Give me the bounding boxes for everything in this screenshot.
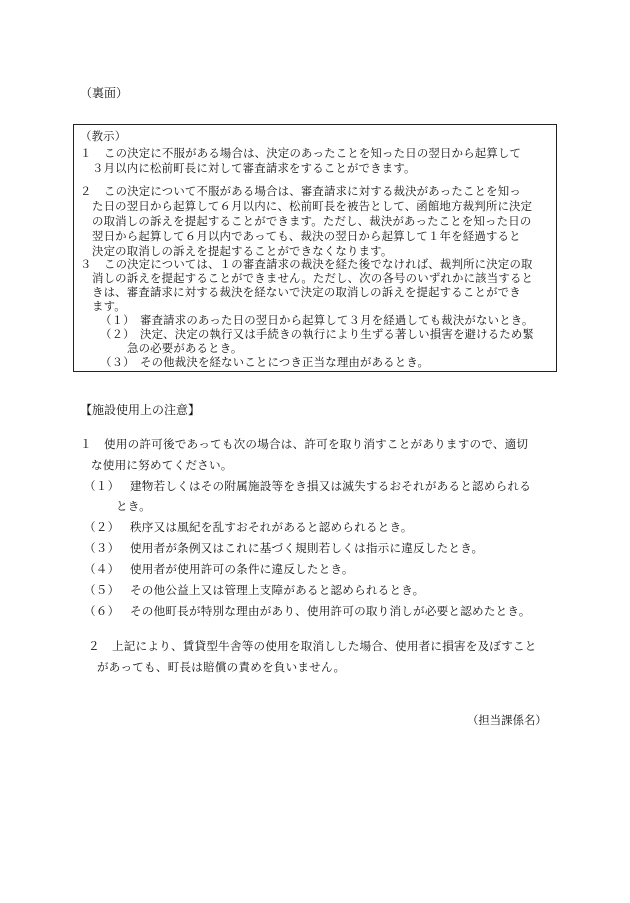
back-side-label: （裏面） xyxy=(80,86,129,100)
notice-subitem-1-line: 審査請求のあった日の翌日から起算して３月を経過しても裁決がないとき。 xyxy=(140,313,534,327)
notice-subitem-2-number: （２） xyxy=(100,327,135,341)
notice-item-2-number: ２ xyxy=(80,184,92,198)
facility-subitem-4-number: （４） xyxy=(84,562,120,576)
notice-item-2-line: た日の翌日から起算して６月以内に、松前町長を被告として、函館地方裁判所に決定 xyxy=(92,199,533,213)
notice-item-2-line: 決定の取消しの訴えを提起することができなくなります。 xyxy=(92,244,393,258)
facility-subitem-6-number: （６） xyxy=(84,604,120,618)
notice-subitem-3-number: （３） xyxy=(100,355,135,369)
notice-item-3-number: ３ xyxy=(80,257,92,271)
facility-item-1-line: 使用の許可後であっても次の場合は、許可を取り消すことがありますので、適切 xyxy=(104,437,529,451)
facility-subitem-5-number: （５） xyxy=(84,583,120,597)
facility-subitem-5-line: その他公益上又は管理上支障があると認められるとき。 xyxy=(130,583,425,597)
notice-subitem-2-line: 決定、決定の執行又は手続きの執行により生ずる著しい損害を避けるため緊 xyxy=(140,327,535,341)
facility-subitem-3-line: 使用者が条例又はこれに基づく規則若しくは指示に違反したとき。 xyxy=(130,541,484,555)
facility-subitem-3-number: （３） xyxy=(84,541,120,555)
facility-item-2-number: ２ xyxy=(88,639,100,653)
notice-item-3-line: ます。 xyxy=(92,299,126,313)
notice-item-1-line: この決定に不服がある場合は、決定のあったことを知った日の翌日から起算して xyxy=(104,146,522,160)
contact-department-label: （担当課係名） xyxy=(467,713,547,727)
facility-item-1-number: １ xyxy=(80,437,92,451)
notice-item-1-line: ３月以内に松前町長に対して審査請求をすることができます。 xyxy=(92,161,416,175)
notice-item-2-line: の取消しの訴えを提起することができます。ただし、裁決があったことを知った日の xyxy=(92,214,532,228)
facility-subitem-2-line: 秩序又は風紀を乱すおそれがあると認められるとき。 xyxy=(130,520,413,534)
notice-item-1-number: １ xyxy=(80,146,92,160)
facility-item-2-line: があっても、町長は賠償の責めを負いません。 xyxy=(97,660,346,674)
notice-title: （教示） xyxy=(80,129,127,143)
facility-subitem-1-number: （１） xyxy=(84,479,120,493)
facility-subitem-4-line: 使用者が使用許可の条件に違反したとき。 xyxy=(130,562,354,576)
facility-subitem-2-number: （２） xyxy=(84,520,120,534)
facility-subitem-1-line: とき。 xyxy=(116,499,151,513)
notice-subitem-1-number: （１） xyxy=(100,313,135,327)
facility-subitem-6-line: その他町長が特別な理由があり、使用許可の取り消しが必要と認めたとき。 xyxy=(130,604,531,618)
facility-item-1-line: な使用に努めてください。 xyxy=(91,458,233,472)
facility-item-2-line: 上記により、賃貸型牛舎等の使用を取消しした場合、使用者に損害を及ぼすこと xyxy=(112,639,537,653)
notice-subitem-3-line: その他裁決を経ないことにつき正当な理由があるとき。 xyxy=(140,355,430,369)
facility-title: 【施設使用上の注意】 xyxy=(80,403,201,417)
notice-item-2-line: 翌日から起算して６月以内であっても、裁決の翌日から起算して１年を経過すると xyxy=(92,229,521,243)
notice-item-2-line: この決定について不服がある場合は、審査請求に対する裁決があったことを知っ xyxy=(104,184,521,198)
facility-subitem-1-line: 建物若しくはその附属施設等をき損又は滅失するおそれがあると認められる xyxy=(130,479,531,493)
notice-item-3-line: きは、審査請求に対する裁決を経ないで決定の取消しの訴えを提起することができ xyxy=(92,285,521,299)
notice-item-3-line: 消しの訴えを提起することができません。ただし、次の各号のいずれかに該当すると xyxy=(92,271,534,285)
notice-subitem-2-line: 急の必要があるとき。 xyxy=(127,341,243,355)
notice-item-3-line: この決定については、１の審査請求の裁決を経た後でなければ、裁判所に決定の取 xyxy=(104,257,533,271)
